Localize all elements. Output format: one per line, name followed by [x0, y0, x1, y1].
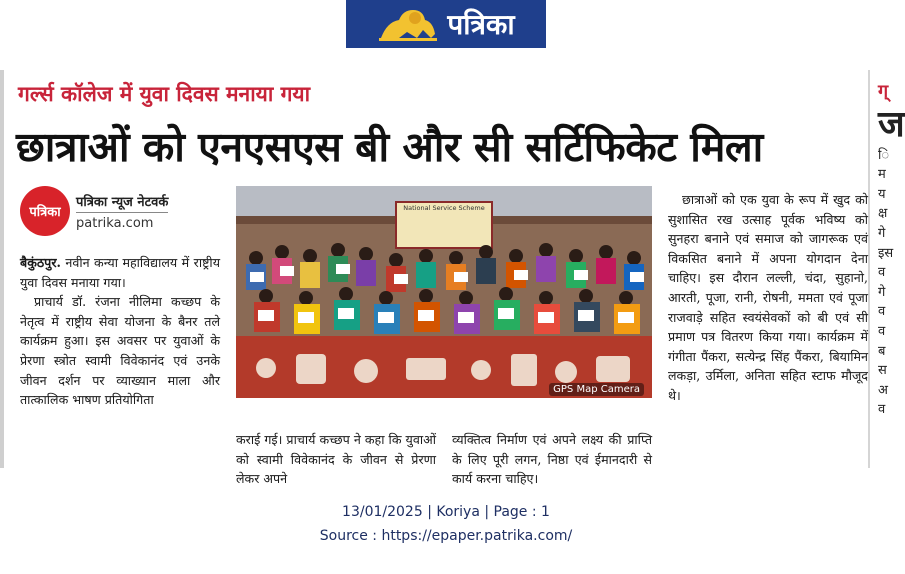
kicker: गर्ल्स कॉलेज में युवा दिवस मनाया गया [18, 82, 311, 106]
masthead [346, 0, 546, 48]
next-line-1: म [878, 167, 886, 183]
footer-date-edition: 13/01/2025 | Koriya | Page : 1 [342, 504, 550, 520]
paragraph-2: प्राचार्य डॉ. रंजना नीलिमा कच्छप के नेतृत्व में राष्ट्रीय सेवा योजना के बैनर तले कार्यक्रम हुआ। इस अवसर पर युवाओं के प्रेरणा स्त्रोत स्वामी विवेकानंद एवं उनके जीवन दर्शन पर व्याख्यान माला और तात्कालिक भाषण प्रतियोगिता [20, 294, 220, 408]
article-column-3: व्यक्तित्व निर्माण एवं अपने लक्ष्य की प्राप्ति के लिए पूरी लगन, निष्ठा एवं ईमानदारी से कार्य करना चाहिए। [452, 432, 652, 487]
news-photo [236, 186, 652, 398]
headline: छात्राओं को एनएसएस बी और सी सर्टिफिकेट मिला [16, 123, 763, 171]
article-column-4: छात्राओं को एक युवा के रूप में खुद को सुशासित रख उत्साह पूर्वक भविष्य को सुनहरा बनाने एवं समाज को जागरूक एवं विकसित बनाने में अपना योगदान देना चाहिए। इस दौरान लल्ली, चंदा, सुहानो, आरती, पूजा, रानी, रोषनी, ममता एवं पूजा राजवाड़े सहित स्वयंसेवकों को बी एवं सी प्रमाण पत्र वितरण किया गया। कार्यक्रम में गंगीता पैंकरा, सत्येन्द्र सिंह पैंकरा, बियामिन लकड़ा, उर्मिला, अनिता सहित स्टाफ मौजूद थे। [668, 192, 868, 403]
next-line-10: ब [878, 343, 886, 359]
next-line-0: ि [878, 147, 890, 163]
dateline: बैकुंठपुर. [20, 255, 61, 270]
next-headline-fragment: ज [878, 102, 905, 145]
byline-site: patrika.com [76, 215, 154, 231]
next-line-4: गे [878, 225, 886, 241]
brand-name: पत्रिका [447, 8, 515, 41]
left-border [0, 70, 4, 468]
next-line-9: व [878, 323, 886, 339]
footer-source: Source : https://epaper.patrika.com/ [319, 528, 573, 544]
article-column-2: कराई गई। प्राचार्य कच्छप ने कहा कि युवाओं को स्वामी विवेकानंद के जीवन से प्रेरणा लेकर अपने [236, 432, 436, 487]
next-line-2: य [878, 186, 886, 202]
next-line-6: व [878, 265, 886, 281]
group-photo-illustration [236, 186, 652, 398]
lead-text: नवीन कन्या महाविद्यालय में राष्ट्रीय युवा दिवस मनाया गया। [20, 255, 220, 290]
patrika-badge: पत्रिका [20, 186, 70, 236]
next-line-5: इस [878, 245, 894, 261]
next-line-13: व [878, 402, 886, 418]
next-line-12: अ [878, 382, 888, 398]
next-line-11: स [878, 363, 887, 379]
lion-icon [377, 4, 439, 44]
gps-watermark: GPS Map Camera [549, 383, 644, 396]
column-divider [868, 70, 870, 468]
photo-banner-text: National Service Scheme [403, 204, 485, 212]
byline-source: पत्रिका न्यूज नेटवर्क [76, 192, 168, 213]
byline [20, 186, 168, 236]
next-article-fragment [878, 81, 905, 462]
next-kicker-fragment: ग् [878, 81, 889, 102]
next-line-3: क्ष [878, 206, 888, 222]
next-line-7: गे [878, 284, 886, 300]
article-column-1 [20, 253, 220, 410]
next-line-8: व [878, 304, 886, 320]
